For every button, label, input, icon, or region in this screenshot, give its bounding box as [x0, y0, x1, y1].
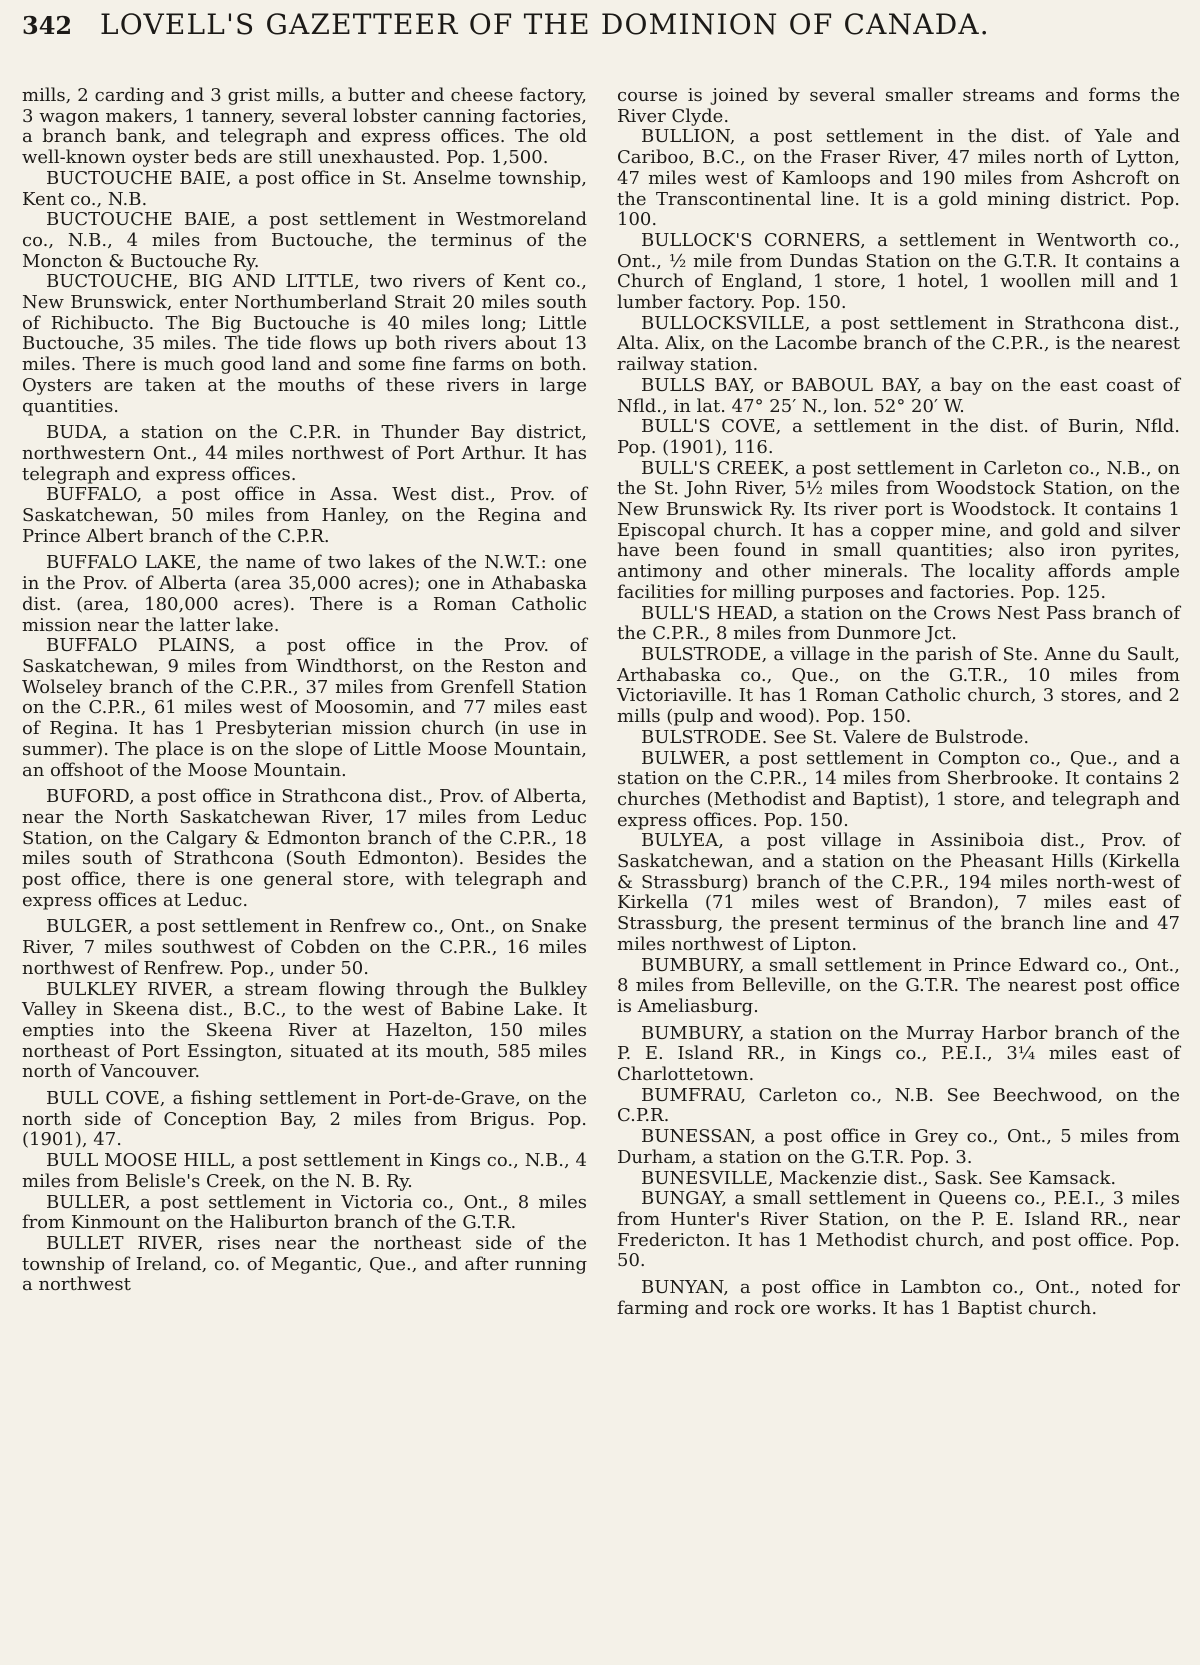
- entry-bulls-cove: BULL'S COVE, a settlement in the dist. of Burin, Nfld. Pop. (1901), 116.: [617, 416, 1180, 458]
- entry-bull-cove: BULL COVE, a fishing settlement in Port-de-Grave, on the north side of Conception Bay, 2 miles from Brigus. Pop. (1901), 47.: [22, 1088, 587, 1151]
- entry-bull-moose-hill: BULL MOOSE HILL, a post settlement in Kings co., N.B., 4 miles from Belisle's Creek, on the N. B. Ry.: [22, 1150, 587, 1192]
- right-column: [617, 86, 1180, 1319]
- entry-buffalo-plains: BUFFALO PLAINS, a post office in the Prov. of Saskatchewan, 9 miles from Windthorst, on the Reston and Wolseley branch of the C.P.R., 37 miles from Grenfell Station on the C.P.R., 61 miles west of Moosomin, and 77 miles east of Regina. It has 1 Presbyterian mission church (in use in summer). The place is on the slope of Little Moose Mountain, an offshoot of the Moose Mountain.: [22, 635, 587, 781]
- entry-buctouche-baie: BUCTOUCHE BAIE, a post office in St. Anselme township, Kent co., N.B.: [22, 167, 587, 210]
- entry-bumbury: BUMBURY, a small settlement in Prince Edward co., Ont., 8 miles from Belleville, on the G.T.R. The nearest post office is Ameliasburg.: [617, 954, 1180, 1017]
- entry-bunessan: BUNESSAN, a post office in Grey co., Ont., 5 miles from Durham, a station on the G.T.R. Pop. 3.: [617, 1126, 1180, 1168]
- entry-bulls-head: BULL'S HEAD, a station on the Crows Nest Pass branch of the C.P.R., 8 miles from Dunmore Jct.: [617, 602, 1180, 645]
- entry-bulger: BULGER, a post settlement in Renfrew co., Ont., on Snake River, 7 miles southwest of Cobden on the C.P.R., 16 miles northwest of Renfrew. Pop., under 50.: [22, 916, 587, 979]
- entry-buffalo-lake: BUFFALO LAKE, the name of two lakes of the N.W.T.: one in the Prov. of Alberta (area 35,000 acres); one in Athabaska dist. (area, 180,000 acres). There is a Roman Catholic mission near the latter lake.: [22, 552, 587, 636]
- entry-buller: BULLER, a post settlement in Victoria co., Ont., 8 miles from Kinmount on the Haliburton branch of the G.T.R.: [22, 1191, 587, 1234]
- entry-bullet-river: BULLET RIVER, rises near the northeast side of the township of Ireland, co. of Megantic, Que., and after running a northwest: [22, 1232, 587, 1296]
- entry-buctouche-baie-2: BUCTOUCHE BAIE, a post settlement in Westmoreland co., N.B., 4 miles from Buctouche, the terminus of the Moncton & Buctouche Ry.: [22, 209, 587, 272]
- entry-bungay: BUNGAY, a small settlement in Queens co., P.E.I., 3 miles from Hunter's River Station, on the P. E. Island RR., near Fredericton. It has 1 Methodist church, and post office. Pop. 50.: [617, 1188, 1180, 1272]
- entry-bullocksville: BULLOCKSVILLE, a post settlement in Strathcona dist., Alta. Alix, on the Lacombe branch of the C.P.R., is the nearest railway station.: [617, 312, 1180, 376]
- entry-bulstrode: BULSTRODE, a village in the parish of Ste. Anne du Sault, Arthabaska co., Que., on the G.T.R., 10 miles from Victoriaville. It has 1 Roman Catholic church, 3 stores, and 2 mills (pulp and wood). Pop. 150.: [617, 643, 1180, 728]
- entry-bunesville: BUNESVILLE, Mackenzie dist., Sask. See Kamsack.: [641, 1167, 1117, 1189]
- page-header: [22, 8, 1180, 52]
- entry-bullocks-corners: BULLOCK'S CORNERS, a settlement in Wentworth co., Ont., ½ mile from Dundas Station on the G.T.R. It contains a Church of England, 1 store, 1 hotel, 1 woollen mill and 1 lumber factory. Pop. 150.: [617, 229, 1180, 314]
- entry-buford: BUFORD, a post office in Strathcona dist., Prov. of Alberta, near the North Saskatchewan River, 17 miles from Leduc Station, on the Calgary & Edmonton branch of the C.P.R., 18 miles south of Strathcona (South Edmonton). Besides the post office, there is one general store, with telegraph and express offices at Leduc.: [22, 786, 587, 911]
- left-column: [22, 86, 587, 1319]
- entry-bumbury-station: BUMBURY, a station on the Murray Harbor branch of the P. E. Island RR., in Kings co., P.E.I., 3¼ miles east of Charlottetown.: [617, 1022, 1180, 1086]
- entry-bulls-bay: BULLS BAY, or BABOUL BAY, a bay on the east coast of Nfld., in lat. 47° 25′ N., lon. 52° 20′ W.: [617, 374, 1180, 417]
- entry-buda: BUDA, a station on the C.P.R. in Thunder Bay district, northwestern Ont., 44 miles northwest of Port Arthur. It has telegraph and express offices.: [22, 422, 587, 485]
- entry-bunyan: BUNYAN, a post office in Lambton co., Ont., noted for farming and rock ore works. It has 1 Baptist church.: [617, 1277, 1180, 1319]
- entry-bulls-creek: BULL'S CREEK, a post settlement in Carleton co., N.B., on the St. John River, 5½ miles from Woodstock Station, on the New Brunswick Ry. Its river port is Woodstock. It contains 1 Episcopal church. It has a copper mine, and gold and silver have been found in small quantities; also iron pyrites, antimony and other minerals. The locality affords ample facilities for milling purposes and factories. Pop. 125.: [617, 457, 1180, 603]
- entry-bulkley-river: BULKLEY RIVER, a stream flowing through the Bulkley Valley in Skeena dist., B.C., to the west of Babine Lake. It empties into the Skeena River at Hazelton, 150 miles northeast of Port Essington, situated at its mouth, 585 miles north of Vancouver.: [22, 978, 587, 1083]
- entry-continuation-right: course is joined by several smaller streams and forms the River Clyde.: [617, 85, 1180, 127]
- entry-buctouche-big-little: BUCTOUCHE, BIG AND LITTLE, two rivers of Kent co., New Brunswick, enter Northumberland Strait 20 miles south of Richibucto. The Big Buctouche is 40 miles long; Little Buctouche, 35 miles. The tide flows up both rivers about 13 miles. There is much good land and some fine farms on both. Oysters are taken at the mouths of these rivers in large quantities.: [22, 271, 587, 417]
- text-columns: [22, 86, 1180, 1319]
- page-number: 342: [22, 11, 73, 40]
- entry-bumfrau: BUMFRAU, Carleton co., N.B. See Beechwood, on the C.P.R.: [617, 1084, 1180, 1127]
- entry-continuation: mills, 2 carding and 3 grist mills, a butter and cheese factory, 3 wagon makers, 1 tannery, several lobster canning factories, a branch bank, and telegraph and express offices. The old well-known oyster beds are still unexhausted. Pop. 1,500.: [22, 85, 587, 169]
- entry-bulstrode-see: BULSTRODE. See St. Valere de Bulstrode.: [641, 726, 1030, 748]
- entry-buffalo: BUFFALO, a post office in Assa. West dist., Prov. of Saskatchewan, 50 miles from Hanley, on the Regina and Prince Albert branch of the C.P.R.: [22, 484, 587, 547]
- entry-bullion: BULLION, a post settlement in the dist. of Yale and Cariboo, B.C., on the Fraser River, 47 miles north of Lytton, 47 miles west of Kamloops and 190 miles from Ashcroft on the Transcontinental line. It is a gold mining district. Pop. 100.: [617, 126, 1180, 231]
- running-head-title: LOVELL'S GAZETTEER OF THE DOMINION OF CANADA.: [100, 8, 990, 41]
- entry-bulwer: BULWER, a post settlement in Compton co., Que., and a station on the C.P.R., 14 miles from Sherbrooke. It contains 2 churches (Methodist and Baptist), 1 store, and telegraph and express offices. Pop. 150.: [617, 747, 1180, 831]
- entry-bulyea: BULYEA, a post village in Assiniboia dist., Prov. of Saskatchewan, and a station on the Pheasant Hills (Kirkella & Strassburg) branch of the C.P.R., 194 miles north-west of Kirkella (71 miles west of Brandon), 7 miles east of Strassburg, the present terminus of the branch line and 47 miles northwest of Lipton.: [617, 830, 1180, 955]
